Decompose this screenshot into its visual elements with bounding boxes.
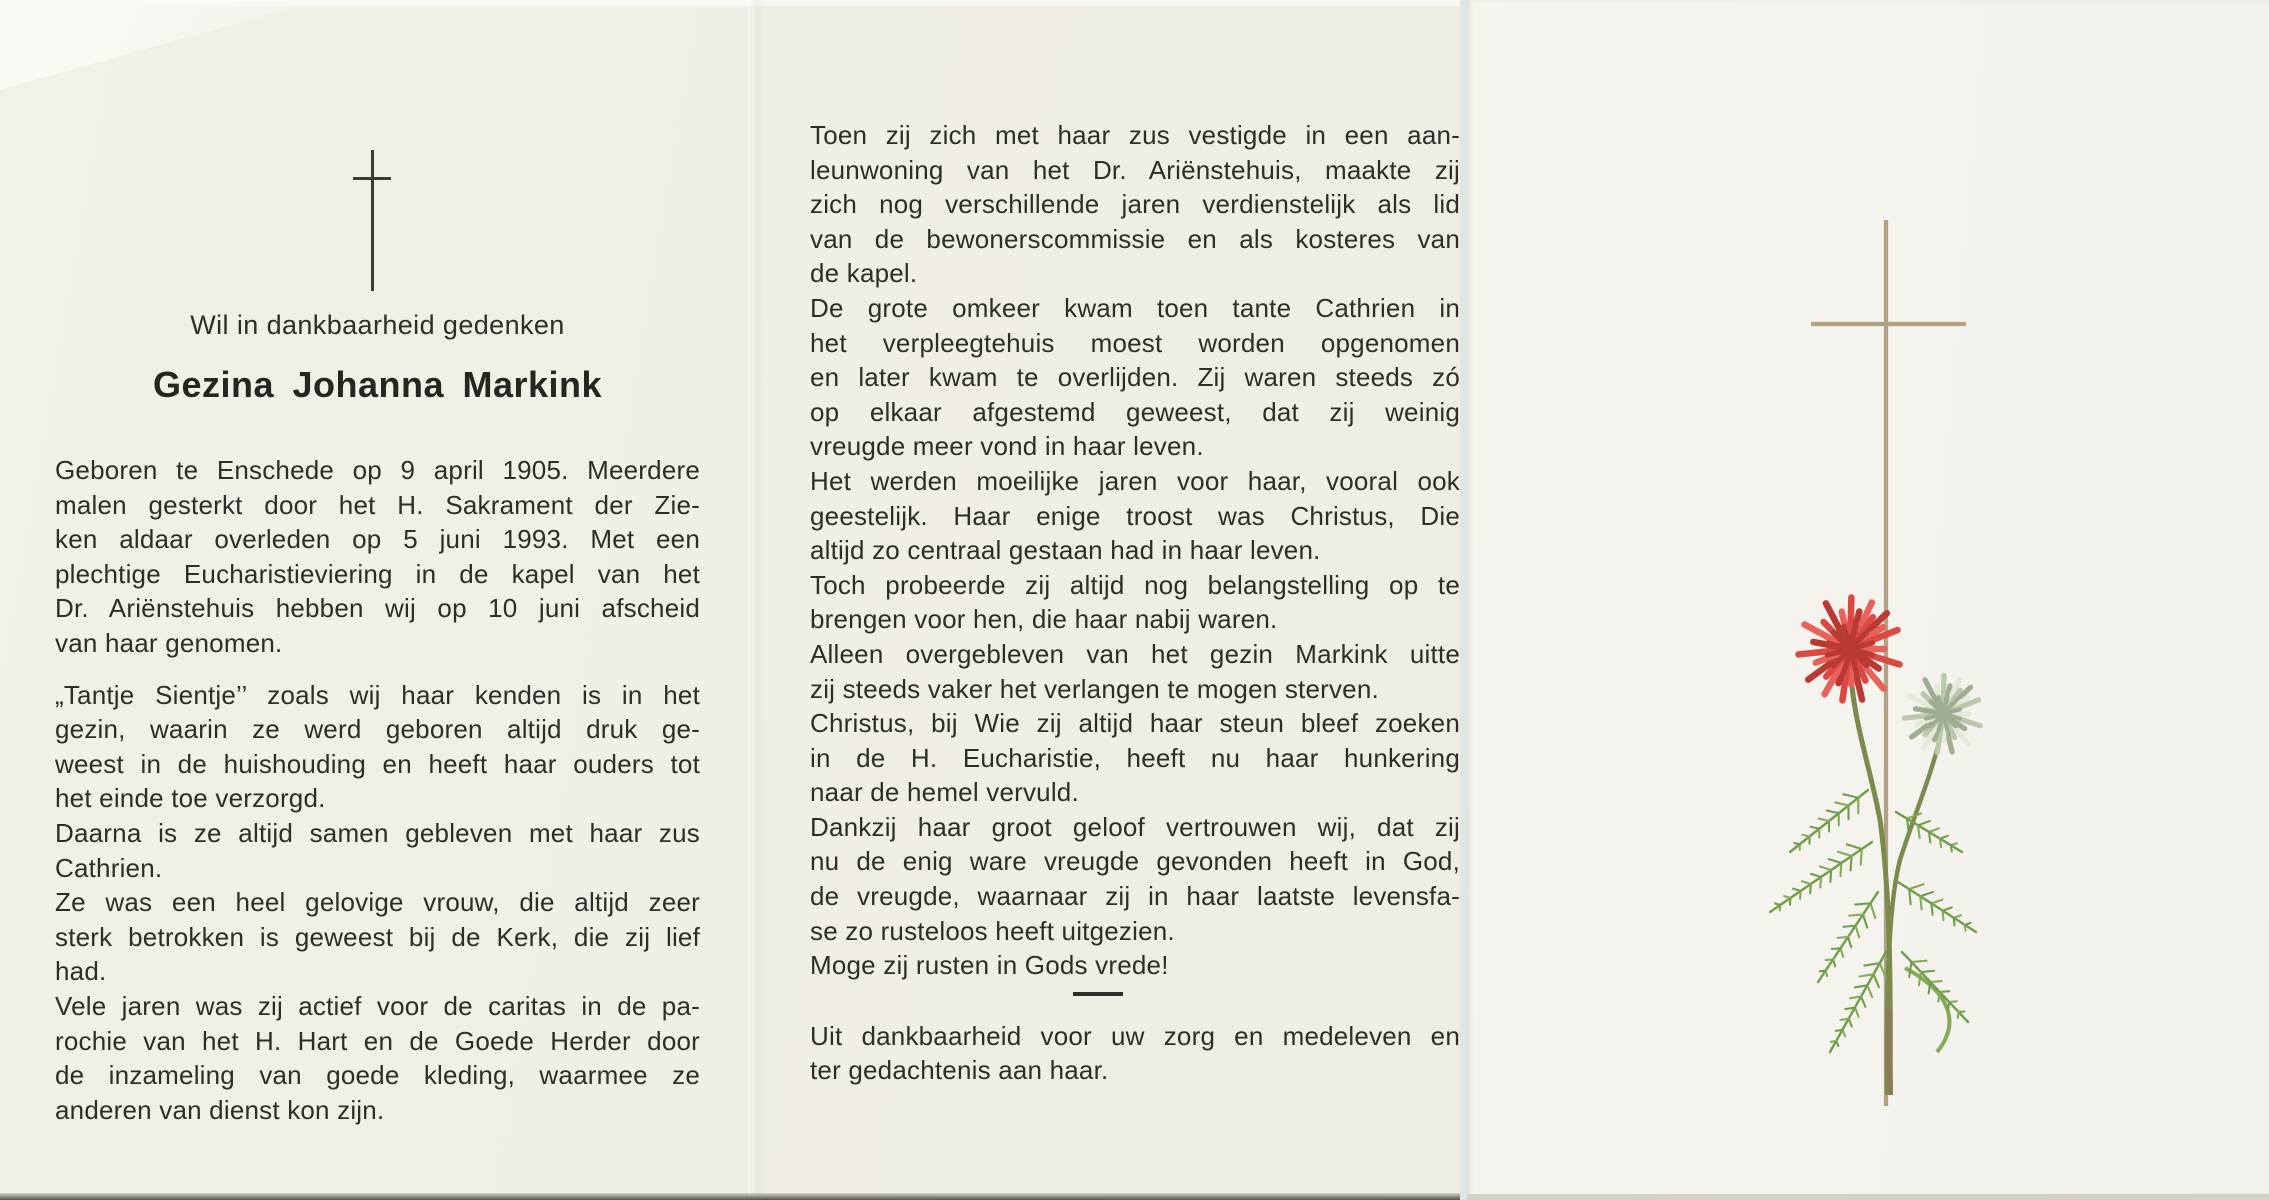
illustration-stroke bbox=[1855, 1008, 1859, 1017]
illustration-stroke bbox=[1840, 1019, 1848, 1020]
text-line: „Tantje Sientje’’ zoals wij haar kenden is in het bbox=[55, 679, 700, 710]
feathery-leaves bbox=[1770, 790, 1976, 1052]
text-line: Moge zij rusten in Gods vrede! bbox=[810, 950, 1169, 981]
panel-seam bbox=[1460, 0, 1467, 1200]
text-line: De grote omkeer kwam toen tante Cathrien in bbox=[810, 292, 1460, 323]
illustration-stroke bbox=[1921, 971, 1934, 972]
paragraph bbox=[810, 291, 1460, 464]
illustration-stroke bbox=[1911, 961, 1926, 962]
text-line: de vreugde, waarnaar zij in haar laatste levensfa- bbox=[810, 881, 1460, 912]
illustration-stroke bbox=[1931, 903, 1932, 914]
text-line: Ze was een heel gelovige vrouw, die altijd zeer bbox=[55, 887, 700, 918]
text-line: Christus, bij Wie zij altijd haar steun bleef zoeken bbox=[810, 708, 1460, 739]
card-fold-line bbox=[748, 0, 766, 1200]
memorial-intro-line: Wil in dankbaarheid gedenken bbox=[190, 310, 565, 340]
illustration-stroke bbox=[1909, 889, 1911, 904]
text-line: naar de hemel vervuld. bbox=[810, 777, 1079, 808]
illustration-stroke bbox=[1840, 863, 1841, 876]
text-line: Geboren te Enschede op 9 april 1905. Meerdere bbox=[55, 455, 700, 485]
text-line: nu de enig ware vreugde gevonden heeft in God, bbox=[810, 846, 1460, 877]
illustration-stroke bbox=[1929, 832, 1930, 842]
illustration-stroke bbox=[1856, 926, 1860, 938]
illustration-stroke bbox=[1940, 836, 1948, 839]
illustration-stroke bbox=[1954, 915, 1961, 917]
illustration-stroke bbox=[1849, 1019, 1852, 1027]
paragraph bbox=[810, 1019, 1460, 1088]
illustration-stroke bbox=[1838, 937, 1848, 938]
illustration-stroke bbox=[1831, 1041, 1836, 1042]
illustration-stroke bbox=[1833, 960, 1835, 967]
text-line: brengen voor hen, die haar nabij waren. bbox=[810, 604, 1278, 635]
illustration-stroke bbox=[1838, 852, 1852, 856]
text-line: de inzameling van goede kleding, waarmee ze bbox=[55, 1060, 700, 1091]
illustration-stroke bbox=[1855, 903, 1870, 904]
illustration-stroke bbox=[1829, 859, 1842, 863]
text-line: van haar genomen. bbox=[55, 627, 283, 658]
illustration-stroke bbox=[1918, 821, 1930, 825]
illustration-stroke bbox=[1810, 884, 1811, 893]
illustration-stroke bbox=[1836, 1030, 1843, 1031]
paper-corner-curl bbox=[0, 0, 320, 90]
text-line: malen gesterkt door het H. Sakrament der Zie- bbox=[55, 489, 700, 520]
paragraph bbox=[55, 453, 700, 661]
illustration-stroke bbox=[1965, 925, 1966, 931]
paragraph bbox=[810, 706, 1460, 810]
illustration-stroke bbox=[1958, 1012, 1959, 1018]
paragraph bbox=[810, 810, 1460, 948]
illustration-stroke bbox=[1871, 903, 1876, 918]
illustration-stroke bbox=[1832, 948, 1841, 949]
illustration-stroke bbox=[1940, 839, 1941, 847]
text-line: Daarna is ze altijd samen gebleven met haar zus bbox=[55, 817, 700, 848]
illustration-stroke bbox=[1843, 926, 1855, 927]
illustration-stroke bbox=[1811, 874, 1821, 877]
red-flower bbox=[1799, 598, 1900, 701]
pale-flower bbox=[1904, 675, 1980, 752]
deceased-name: Gezina Johanna Markink bbox=[152, 364, 603, 405]
section-divider bbox=[1073, 992, 1123, 996]
illustration-stroke bbox=[1920, 892, 1933, 896]
illustration-stroke bbox=[1811, 827, 1820, 829]
illustration-stroke bbox=[1784, 896, 1790, 898]
cross-upright bbox=[371, 150, 374, 291]
curled-leaf bbox=[1905, 968, 1949, 1052]
illustration-stroke bbox=[1802, 835, 1809, 837]
illustration-stroke bbox=[1909, 884, 1923, 889]
text-line: Uit dankbaarheid voor uw zorg en medeleven en bbox=[810, 1020, 1460, 1051]
text-line: Dankzij haar groot geloof vertrouwen wij, dat zij bbox=[810, 811, 1460, 842]
illustration-stroke bbox=[1820, 867, 1831, 870]
paragraph bbox=[55, 816, 700, 885]
illustration-stroke bbox=[1794, 843, 1799, 844]
illustration-stroke bbox=[1931, 900, 1942, 904]
paragraph bbox=[55, 678, 700, 816]
illustration-stroke bbox=[1851, 856, 1852, 870]
text-line: zij steeds vaker het verlangen te mogen sterven. bbox=[810, 673, 1379, 704]
text-line: sterk betrokken is geweest bij de Kerk, die zij lief bbox=[55, 921, 700, 952]
illustration-stroke bbox=[1867, 985, 1872, 997]
middle-panel-text bbox=[810, 118, 1460, 1088]
paper-bottom-edge-right bbox=[1467, 1194, 2269, 1200]
text-line: en later kwam te overlijden. Zij waren steeds zó bbox=[810, 362, 1460, 393]
illustration-stroke bbox=[1830, 952, 1886, 1052]
illustration-stroke bbox=[1793, 889, 1801, 891]
text-line: geestelijk. Haar enige troost was Christus, Die bbox=[810, 500, 1460, 531]
text-line: Alleen overgebleven van het gezin Markink uitte bbox=[810, 638, 1460, 669]
text-line: se zo rusteloos heeft uitgezien. bbox=[810, 915, 1175, 946]
illustration-stroke bbox=[1841, 948, 1844, 956]
illustration-stroke bbox=[1954, 918, 1955, 926]
text-line: ken aldaar overleden op 5 juni 1993. Met een bbox=[55, 524, 700, 555]
illustration-stroke bbox=[1909, 962, 1911, 977]
text-line: anderen van dienst kon zijn. bbox=[55, 1094, 385, 1125]
illustration-stroke bbox=[1848, 937, 1851, 947]
illustration-stroke bbox=[1819, 819, 1829, 821]
illustration-stroke bbox=[1800, 891, 1801, 899]
paragraph bbox=[810, 637, 1460, 706]
illustration-stroke bbox=[1849, 915, 1863, 916]
text-line: rochie van het H. Hart en de Goede Herder door bbox=[55, 1025, 700, 1056]
illustration-stroke bbox=[1861, 996, 1865, 1006]
illustration-stroke bbox=[1943, 911, 1944, 921]
text-line: Cathrien. bbox=[55, 852, 163, 883]
illustration-stroke bbox=[1940, 991, 1950, 992]
text-line: zich nog verschillende jaren verdienstelijk als lid bbox=[810, 189, 1460, 220]
text-line: Toch probeerde zij altijd nog belangstelling op te bbox=[810, 569, 1460, 600]
left-panel-text bbox=[55, 453, 700, 1127]
text-line: ter gedachtenis aan haar. bbox=[810, 1055, 1109, 1086]
paragraph bbox=[810, 948, 1460, 983]
illustration-stroke bbox=[1826, 960, 1833, 961]
text-line: de kapel. bbox=[810, 258, 918, 289]
illustration-stroke bbox=[1775, 903, 1780, 905]
text-line: Het werden moeilijke jaren voor haar, vooral ook bbox=[810, 465, 1460, 496]
text-line: gezin, waarin ze werd geboren altijd druk ge- bbox=[55, 714, 700, 745]
illustration-stroke bbox=[1938, 992, 1939, 1001]
paragraph bbox=[55, 885, 700, 989]
cross-arm bbox=[353, 177, 391, 180]
text-line: altijd zo centraal gestaan had in haar leven. bbox=[810, 535, 1321, 566]
stem-base bbox=[1888, 1010, 1890, 1095]
illustration-stroke bbox=[1863, 915, 1867, 928]
illustration-stroke bbox=[1830, 870, 1831, 882]
text-line: op elkaar afgestemd geweest, dat zij weinig bbox=[810, 396, 1460, 427]
text-line: in de H. Eucharistie, heeft nu haar hunkering bbox=[810, 742, 1460, 773]
paragraph bbox=[810, 464, 1460, 568]
illustration-stroke bbox=[1835, 802, 1848, 805]
illustration-stroke bbox=[1948, 1002, 1949, 1010]
illustration-stroke bbox=[1920, 896, 1921, 909]
text-line: Toen zij zich met haar zus vestigde in een aan- bbox=[810, 120, 1460, 150]
illustration-stroke bbox=[1827, 811, 1839, 814]
text-line: had. bbox=[55, 956, 107, 987]
text-line: plechtige Eucharistieviering in de kapel van het bbox=[55, 558, 700, 589]
text-line: het einde toe verzorgd. bbox=[55, 783, 326, 814]
text-line: van de bewonerscommissie en als kosteres van bbox=[810, 223, 1460, 254]
illustration-stroke bbox=[1929, 828, 1939, 832]
text-line: Dr. Ariënstehuis hebben wij op 10 juni afscheid bbox=[55, 593, 700, 624]
illustration-stroke bbox=[1802, 881, 1811, 884]
illustration-stroke bbox=[1820, 877, 1821, 887]
cross-flowers-illustration bbox=[1700, 190, 2260, 1150]
paragraph bbox=[810, 118, 1460, 291]
illustration-stroke bbox=[1930, 981, 1941, 982]
closing-text bbox=[810, 1019, 1460, 1088]
stem-pale-flower bbox=[1887, 725, 1943, 1095]
illustration-stroke bbox=[1874, 974, 1879, 987]
text-line: vreugde meer vond in haar leven. bbox=[810, 431, 1204, 462]
paragraph bbox=[810, 568, 1460, 637]
illustration-stroke bbox=[1847, 844, 1862, 849]
illustration-stroke bbox=[1843, 794, 1858, 797]
middle-panel-body bbox=[810, 118, 1460, 983]
text-line: weest in de huishouding en heeft haar ouders tot bbox=[55, 748, 700, 779]
illustration-stroke bbox=[1949, 1001, 1957, 1002]
illustration-stroke bbox=[1951, 845, 1952, 851]
paper-bottom-edge bbox=[0, 1193, 1460, 1200]
paragraph bbox=[55, 989, 700, 1127]
illustration-stroke bbox=[1861, 849, 1862, 865]
illustration-stroke bbox=[1943, 907, 1952, 910]
illustration-stroke bbox=[1919, 972, 1921, 985]
text-line: Vele jaren was zij actief voor de caritas in de pa- bbox=[55, 990, 700, 1021]
cross-icon bbox=[353, 150, 393, 291]
text-line: leunwoning van het Dr. Ariënstehuis, maakte zij bbox=[810, 154, 1460, 185]
text-line: het verpleegtehuis moest worden opgenomen bbox=[810, 327, 1460, 358]
